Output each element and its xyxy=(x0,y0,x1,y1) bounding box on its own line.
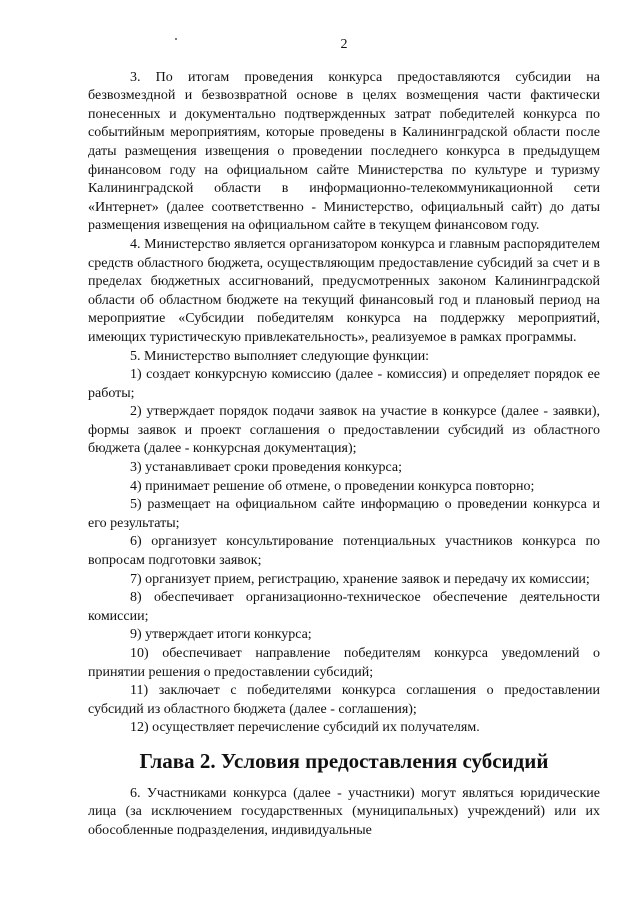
function-item-7: 7) организует прием, регистрацию, хранение заявок и передачу их комиссии; xyxy=(130,571,590,587)
page-number: 2 xyxy=(340,37,348,52)
function-item-8: 8) обеспечивает организационно-техническое обеспечение деятельности комиссии; xyxy=(88,590,600,624)
function-item-3: 3) устанавливает сроки проведения конкурса; xyxy=(130,460,402,476)
function-item-2: 2) утверждает порядок подачи заявок на участие в конкурсе (далее - заявки), формы заявок и проект соглашения о предоставлении субсидий из областного бюджета (далее - конкурсная документация); xyxy=(88,404,600,457)
chapter-heading: Глава 2. Условия предоставления субсидий xyxy=(139,748,549,773)
function-item-11: 11) заключает с победителями конкурса соглашения о предоставлении субсидий из областного бюджета (далее - соглашения); xyxy=(88,683,600,717)
function-item-5: 5) размещает на официальном сайте информацию о проведении конкурса и его результаты; xyxy=(88,497,600,531)
function-item-12: 12) осуществляет перечисление субсидий их получателям. xyxy=(130,720,480,736)
functions-list xyxy=(88,366,600,738)
function-item-6: 6) организует консультирование потенциальных участников конкурса по вопросам подготовки заявок; xyxy=(88,534,600,569)
scan-speck xyxy=(175,38,177,40)
function-item-4: 4) принимает решение об отмене, о проведении конкурса повторно; xyxy=(130,478,535,494)
paragraph-6: 6. Участниками конкурса (далее - участники) могут являться юридические лица (за исключением государственных (муниципальных) учреждений) или их обособленные подразделения, индивидуальные xyxy=(88,785,600,838)
paragraph-4: 4. Министерство является организатором конкурса и главным распорядителем средств областного бюджета, осуществляющим предоставление субсидий за счет и в пределах бюджетных ассигнований, предусмотренных законом Калининградской области об областном бюджете на текущий финансовый год и плановый период на мероприятие «Субсидии победителям конкурса на поддержку мероприятий, имеющих туристическую привлекательность», реализуемое в рамках программы. xyxy=(88,236,600,345)
function-item-1: 1) создает конкурсную комиссию (далее - комиссия) и определяет порядок ее работы; xyxy=(88,367,600,401)
function-item-10: 10) обеспечивает направление победителям конкурса уведомлений о принятии решения о предоставлении субсидий; xyxy=(88,646,600,680)
function-item-9: 9) утверждает итоги конкурса; xyxy=(130,627,312,643)
paragraph-3: 3. По итогам проведения конкурса предоставляются субсидии на безвозмездной и безвозвратной основе в целях возмещения части фактически понесенных и документально подтвержденных затрат победителей конкурса по событийным мероприятиям, которые проведены в Калининградской области после даты размещения извещения о проведении последнего конкурса в предыдущем финансовом году на официальном сайте Министерства по культуре и туризму Калининградской области в информационно-телекоммуникационной сети «Интернет» (далее соответственно - Министерство, официальный сайт) до даты размещения извещения на официальном сайте в текущем финансовом году. xyxy=(88,69,600,234)
paragraph-5: 5. Министерство выполняет следующие функции: xyxy=(130,348,430,364)
